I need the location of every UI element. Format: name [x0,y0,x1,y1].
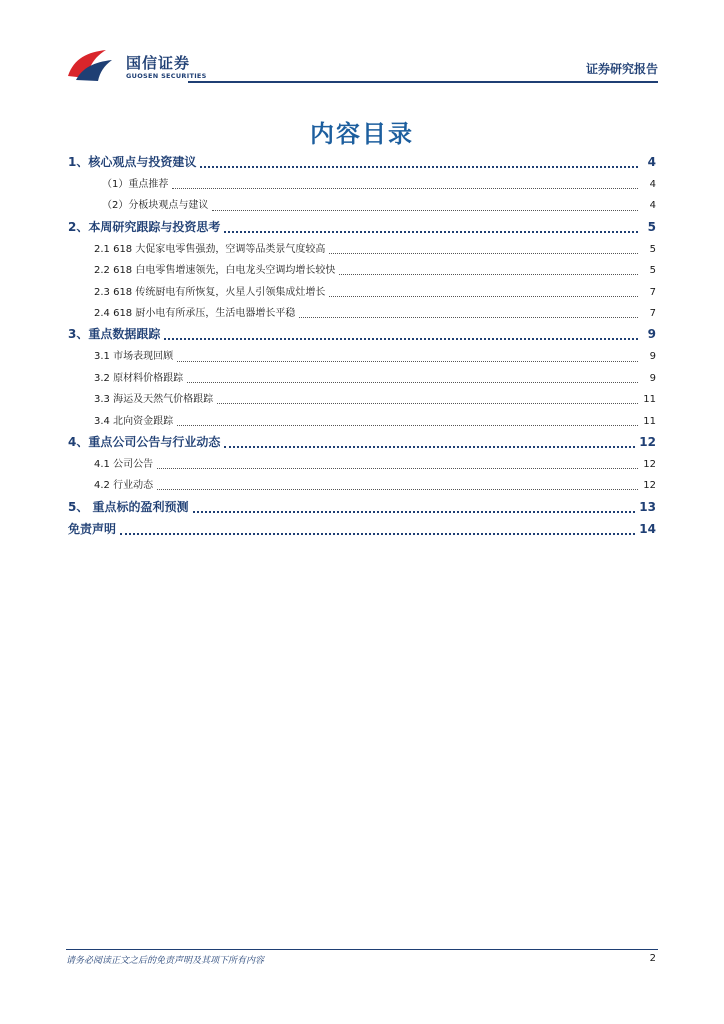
toc-dot-leader [157,468,638,469]
toc-subsection-entry[interactable] [68,455,656,476]
toc-dot-leader [193,511,636,513]
toc-section-entry[interactable] [68,520,656,542]
toc-dot-leader [157,489,638,490]
toc-subsection-entry[interactable] [68,347,656,368]
toc-dot-leader [299,317,638,318]
toc-entry-title: 1、核心观点与投资建议 [68,155,197,169]
table-of-contents [68,153,656,542]
toc-entry-title: 2.4 618 厨小电有所承压，生活电器增长平稳 [94,307,296,319]
toc-dot-leader [187,382,638,383]
toc-entry-title: 3.4 北向资金跟踪 [94,415,174,427]
toc-page-number: 11 [643,394,656,406]
toc-subsection-entry[interactable] [68,261,656,282]
toc-dot-leader [177,361,638,362]
toc-section-entry[interactable] [68,153,656,175]
toc-page-number: 12 [643,480,656,492]
footer-disclaimer-note: 请务必阅读正文之后的免责声明及其项下所有内容 [66,956,265,966]
toc-dot-leader [224,231,638,233]
toc-entry-title: 3.1 市场表现回顾 [94,351,174,363]
toc-entry-title: 4.1 公司公告 [94,458,154,470]
toc-subsection-entry[interactable] [68,283,656,304]
logo-text-cn: 国信证券 [126,54,191,72]
toc-entry-title: 4、重点公司公告与行业动态 [68,434,221,449]
toc-page-number: 9 [649,372,656,384]
toc-page-number: 7 [649,307,656,319]
toc-entry-title: 3、重点数据跟踪 [68,327,161,342]
header-divider [188,81,658,83]
toc-subsection-entry[interactable] [68,304,656,325]
toc-dot-leader [177,425,638,426]
toc-subsection-entry[interactable] [68,196,656,217]
page-header [0,0,724,90]
page-number: 2 [649,953,656,964]
toc-entry-title: 5、 重点标的盈利预测 [68,499,189,514]
logo-text-en: GUOSEN SECURITIES [126,72,207,80]
toc-entry-title: 2.2 618 白电零售增速领先，白电龙头空调均增长较快 [94,265,336,277]
footer-divider [66,949,658,950]
toc-page-number: 4 [647,155,656,169]
guosen-logo-icon [66,48,114,82]
toc-page-number: 4 [649,179,656,190]
toc-page-number: 13 [639,499,656,514]
toc-section-entry[interactable] [68,325,656,347]
toc-subsection-entry[interactable] [68,240,656,261]
toc-subsection-entry[interactable] [68,412,656,433]
toc-entry-title: （1）重点推荐 [102,179,169,190]
toc-dot-leader [212,210,638,211]
toc-dot-leader [172,188,638,189]
toc-page-number: 4 [649,200,656,212]
toc-page-number: 5 [647,219,656,234]
toc-entry-title: 3.2 原材料价格跟踪 [94,372,184,384]
toc-dot-leader [217,403,638,404]
toc-dot-leader [329,296,638,297]
toc-section-entry[interactable] [68,218,656,240]
toc-section-entry[interactable] [68,433,656,455]
toc-entry-title: 2、本周研究跟踪与投资思考 [68,219,221,234]
toc-subsection-entry[interactable] [68,369,656,390]
toc-dot-leader [200,166,638,168]
toc-entry-title: 免责声明 [68,521,117,536]
toc-page-number: 5 [649,265,656,277]
toc-dot-leader [329,253,638,254]
toc-page-number: 12 [639,434,656,449]
toc-subsection-entry[interactable] [68,175,656,196]
toc-entry-title: 4.2 行业动态 [94,480,154,492]
toc-dot-leader [120,533,635,535]
toc-title: 内容目录 [310,120,414,148]
toc-subsection-entry[interactable] [68,390,656,411]
toc-page-number: 5 [649,243,656,255]
toc-dot-leader [224,446,635,448]
toc-entry-title: （2）分板块观点与建议 [102,200,209,212]
toc-page-number: 11 [643,415,656,427]
toc-page-number: 9 [649,351,656,363]
toc-page-number: 7 [649,286,656,298]
toc-entry-title: 2.3 618 传统厨电有所恢复，火星人引领集成灶增长 [94,286,326,298]
toc-subsection-entry[interactable] [68,476,656,497]
toc-dot-leader [339,274,638,275]
toc-entry-title: 3.3 海运及天然气价格跟踪 [94,394,214,406]
toc-page-number: 9 [647,327,656,342]
toc-section-entry[interactable] [68,498,656,520]
toc-entry-title: 2.1 618 大促家电零售强劲，空调等品类景气度较高 [94,243,326,255]
toc-dot-leader [164,338,638,340]
toc-page-number: 12 [643,458,656,470]
report-type-label: 证券研究报告 [585,62,658,76]
toc-page-number: 14 [639,521,656,536]
